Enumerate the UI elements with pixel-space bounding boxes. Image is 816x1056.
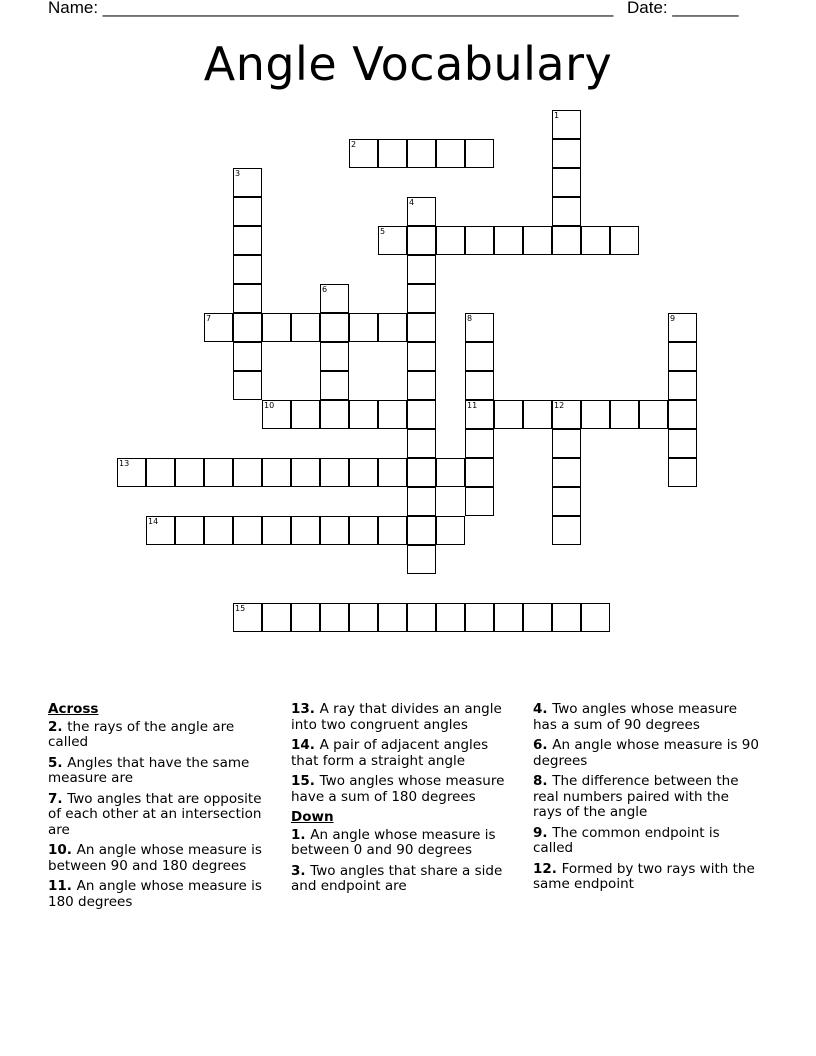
- grid-cell[interactable]: [204, 458, 233, 487]
- clue-down-8: 8. The difference between the real numbers paired with the rays of the angle: [533, 773, 739, 820]
- grid-cell[interactable]: [639, 400, 668, 429]
- cell-number: 6: [322, 285, 328, 294]
- grid-cell[interactable]: [523, 226, 552, 255]
- clue-across-7: 7. Two angles that are opposite of each other at an intersection are: [48, 790, 262, 838]
- grid-cell[interactable]: [552, 110, 581, 139]
- grid-cell[interactable]: [204, 516, 233, 545]
- grid-cell[interactable]: [320, 342, 349, 371]
- grid-cell[interactable]: [378, 226, 407, 255]
- cell-number: 1: [554, 111, 560, 120]
- grid-cell[interactable]: [465, 342, 494, 371]
- grid-cell[interactable]: [407, 400, 436, 429]
- grid-cell[interactable]: [668, 400, 697, 429]
- grid-cell[interactable]: [465, 487, 494, 516]
- grid-cell[interactable]: [233, 458, 262, 487]
- cell-number: 4: [409, 198, 415, 207]
- clues-column-2: [291, 702, 516, 900]
- grid-cell[interactable]: [349, 313, 378, 342]
- clue-down-3: 3. Two angles that share a side and endpoint are: [291, 862, 503, 894]
- grid-cell[interactable]: [233, 313, 262, 342]
- grid-cell[interactable]: [552, 226, 581, 255]
- cell-number: 2: [351, 140, 357, 149]
- grid-cell[interactable]: [349, 400, 378, 429]
- grid-cell[interactable]: [407, 342, 436, 371]
- grid-cell[interactable]: [436, 458, 465, 487]
- page-title: Angle Vocabulary: [203, 37, 613, 91]
- grid-cell[interactable]: [494, 400, 523, 429]
- grid-cell[interactable]: [407, 487, 436, 516]
- grid-cell[interactable]: [523, 400, 552, 429]
- grid-cell[interactable]: [378, 458, 407, 487]
- grid-cell[interactable]: [320, 458, 349, 487]
- grid-cell[interactable]: [407, 371, 436, 400]
- cell-number: 12: [554, 401, 565, 410]
- grid-cell[interactable]: [465, 400, 494, 429]
- clue-across-14: 14. A pair of adjacent angles that form a straight angle: [291, 737, 489, 769]
- cell-number: 7: [206, 314, 212, 323]
- grid-cell[interactable]: [436, 139, 465, 168]
- grid-cell[interactable]: [494, 603, 523, 632]
- cell-number: 11: [467, 401, 478, 410]
- grid-cell[interactable]: [465, 429, 494, 458]
- grid-cell[interactable]: [552, 458, 581, 487]
- grid-cell[interactable]: [407, 313, 436, 342]
- grid-cell[interactable]: [378, 313, 407, 342]
- grid-cell[interactable]: [552, 139, 581, 168]
- grid-cell[interactable]: [233, 255, 262, 284]
- grid-cell[interactable]: [320, 371, 349, 400]
- grid-cell[interactable]: [668, 458, 697, 487]
- grid-cell[interactable]: [291, 603, 320, 632]
- grid-cell[interactable]: [146, 516, 175, 545]
- grid-cell[interactable]: [407, 255, 436, 284]
- grid-cell[interactable]: [552, 400, 581, 429]
- cell-number: 10: [264, 401, 275, 410]
- clue-across-11: 11. An angle whose measure is 180 degrees: [48, 878, 262, 910]
- grid-cell[interactable]: [320, 516, 349, 545]
- grid-cell[interactable]: [291, 313, 320, 342]
- grid-cell[interactable]: [407, 226, 436, 255]
- grid-cell[interactable]: [320, 603, 349, 632]
- grid-cell[interactable]: [320, 313, 349, 342]
- grid-cell[interactable]: [465, 313, 494, 342]
- grid-cell[interactable]: [668, 342, 697, 371]
- grid-cell[interactable]: [668, 313, 697, 342]
- grid-cell[interactable]: [552, 603, 581, 632]
- grid-cell[interactable]: [262, 458, 291, 487]
- grid-cell[interactable]: [610, 400, 639, 429]
- clue-across-2: 2. the rays of the angle are called: [48, 718, 235, 750]
- grid-cell[interactable]: [378, 516, 407, 545]
- grid-cell[interactable]: [378, 603, 407, 632]
- grid-cell[interactable]: [436, 516, 465, 545]
- grid-cell[interactable]: [233, 603, 262, 632]
- grid-cell[interactable]: [233, 226, 262, 255]
- grid-cell[interactable]: [407, 139, 436, 168]
- grid-cell[interactable]: [552, 168, 581, 197]
- grid-cell[interactable]: [146, 458, 175, 487]
- grid-cell[interactable]: [436, 226, 465, 255]
- grid-cell[interactable]: [523, 603, 552, 632]
- grid-cell[interactable]: [436, 603, 465, 632]
- grid-cell[interactable]: [349, 603, 378, 632]
- grid-cell[interactable]: [465, 139, 494, 168]
- down-heading: Down: [291, 809, 334, 825]
- grid-cell[interactable]: [552, 516, 581, 545]
- cell-number: 15: [235, 604, 246, 613]
- grid-cell[interactable]: [668, 371, 697, 400]
- grid-cell[interactable]: [233, 284, 262, 313]
- grid-cell[interactable]: [204, 313, 233, 342]
- grid-cell[interactable]: [610, 226, 639, 255]
- clue-across-13: 13. A ray that divides an angle into two congruent angles: [291, 701, 502, 733]
- clue-down-1: 1. An angle whose measure is between 0 and 90 degrees: [291, 826, 496, 858]
- grid-cell[interactable]: [291, 516, 320, 545]
- date-field-label[interactable]: Date: _______: [627, 0, 739, 17]
- grid-cell[interactable]: [349, 516, 378, 545]
- grid-cell[interactable]: [262, 516, 291, 545]
- clue-down-9: 9. The common endpoint is called: [533, 824, 720, 856]
- clue-across-10: 10. An angle whose measure is between 90 and 180 degrees: [48, 842, 262, 874]
- cell-number: 3: [235, 169, 241, 178]
- grid-cell[interactable]: [552, 197, 581, 226]
- grid-cell[interactable]: [233, 371, 262, 400]
- grid-cell[interactable]: [581, 400, 610, 429]
- clues-column-1: [48, 702, 270, 915]
- across-heading: Across: [48, 701, 99, 717]
- clues-column-3: [533, 702, 761, 898]
- grid-cell[interactable]: [175, 516, 204, 545]
- grid-cell[interactable]: [407, 545, 436, 574]
- grid-cell[interactable]: [407, 603, 436, 632]
- grid-cell[interactable]: [465, 371, 494, 400]
- grid-cell[interactable]: [233, 516, 262, 545]
- grid-cell[interactable]: [552, 487, 581, 516]
- grid-cell[interactable]: [407, 458, 436, 487]
- grid-cell[interactable]: [349, 458, 378, 487]
- clue-down-4: 4. Two angles whose measure has a sum of 90 degrees: [533, 701, 737, 733]
- clue-across-5: 5. Angles that have the same measure are: [48, 754, 250, 786]
- grid-cell[interactable]: [407, 516, 436, 545]
- clue-across-15: 15. Two angles whose measure have a sum of 180 degrees: [291, 773, 505, 805]
- grid-cell[interactable]: [407, 197, 436, 226]
- grid-cell[interactable]: [465, 458, 494, 487]
- grid-cell[interactable]: [233, 168, 262, 197]
- grid-cell[interactable]: [581, 603, 610, 632]
- grid-cell[interactable]: [552, 429, 581, 458]
- cell-number: 5: [380, 227, 386, 236]
- clue-down-6: 6. An angle whose measure is 90 degrees: [533, 737, 759, 769]
- grid-cell[interactable]: [378, 400, 407, 429]
- grid-cell[interactable]: [262, 313, 291, 342]
- grid-cell[interactable]: [407, 429, 436, 458]
- grid-cell[interactable]: [407, 284, 436, 313]
- grid-cell[interactable]: [291, 400, 320, 429]
- grid-cell[interactable]: [378, 139, 407, 168]
- cell-number: 14: [148, 517, 159, 526]
- grid-cell[interactable]: [233, 197, 262, 226]
- grid-cell[interactable]: [581, 226, 610, 255]
- clue-down-12: 12. Formed by two rays with the same endpoint: [533, 860, 755, 892]
- grid-cell[interactable]: [349, 139, 378, 168]
- grid-cell[interactable]: [668, 429, 697, 458]
- grid-cell[interactable]: [117, 458, 146, 487]
- grid-cell[interactable]: [175, 458, 204, 487]
- name-field-label[interactable]: Name: ______________________________________________________: [48, 0, 614, 17]
- grid-cell[interactable]: [494, 226, 523, 255]
- cell-number: 13: [119, 459, 130, 468]
- grid-cell[interactable]: [291, 458, 320, 487]
- grid-cell[interactable]: [465, 603, 494, 632]
- grid-cell[interactable]: [465, 226, 494, 255]
- grid-cell[interactable]: [320, 284, 349, 313]
- cell-number: 8: [467, 314, 473, 323]
- grid-cell[interactable]: [262, 400, 291, 429]
- grid-cell[interactable]: [320, 400, 349, 429]
- grid-cell[interactable]: [233, 342, 262, 371]
- grid-cell[interactable]: [262, 603, 291, 632]
- cell-number: 9: [670, 314, 676, 323]
